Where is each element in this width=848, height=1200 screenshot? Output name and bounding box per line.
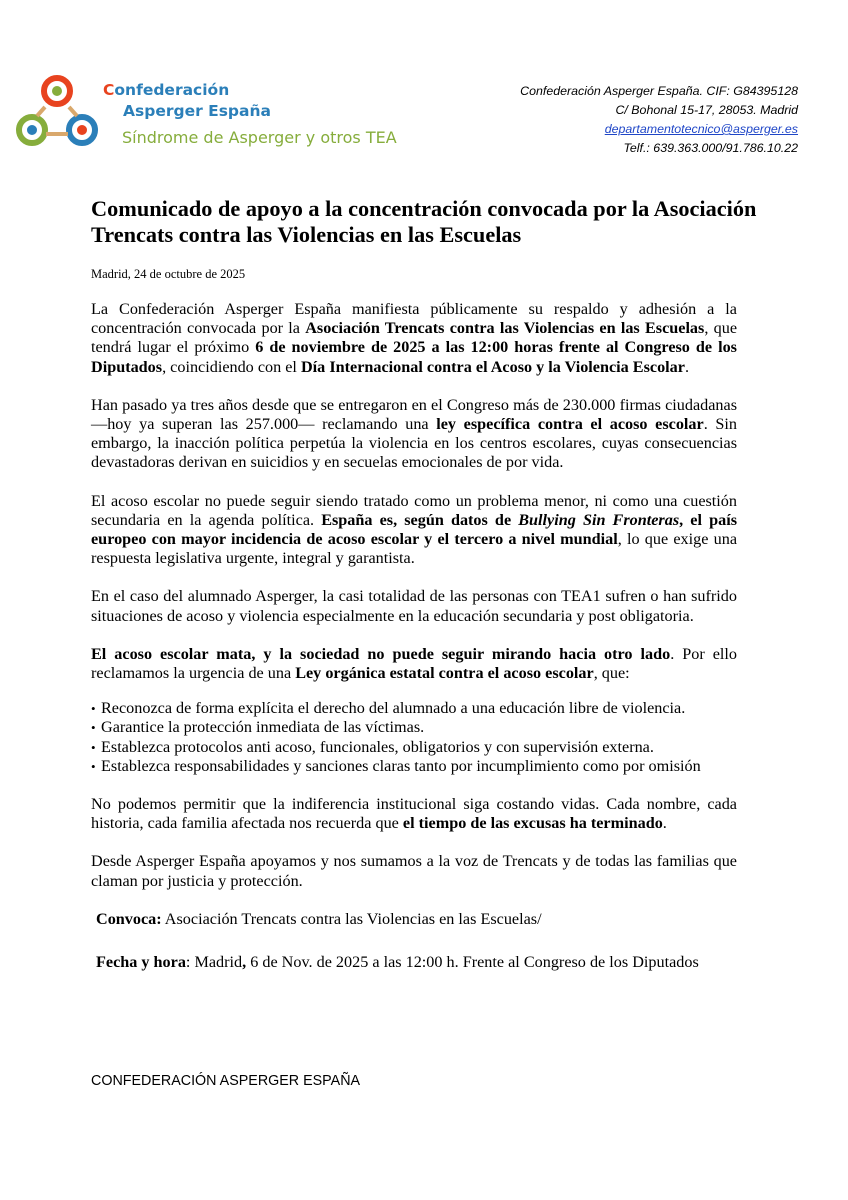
list-item: • Reconozca de forma explícita el derecho del alumnado a una educación libre de violencia. (91, 699, 737, 718)
paragraph-demand: El acoso escolar mata, y la sociedad no puede seguir mirando hacia otro lado. Por ello reclamamos la urgencia de una Ley orgánica estatal contra el acoso escolar, que: (91, 644, 737, 683)
logo-name (103, 80, 271, 122)
paragraph-signatures: Han pasado ya tres años desde que se entregaron en el Congreso más de 230.000 firmas ciudadanas —hoy ya superan las 257.000— reclamando una ley específica contra el acoso escolar. Sin embargo, la inacción política perpetúa la violencia en los centros escolares, cuyas consecuencias devastadoras derivan en suicidios y en secuelas emocionales de por vida. (91, 395, 737, 472)
contact-email-link[interactable]: departamentotecnico@asperger.es (604, 122, 798, 136)
paragraph-support: Desde Asperger España apoyamos y nos sumamos a la voz de Trencats y de todas las familias que claman por justicia y protección. (91, 852, 737, 890)
fecha-line: Fecha y hora: Madrid, 6 de Nov. de 2025 a las 12:00 h. Frente al Congreso de los Diputados (96, 953, 699, 972)
paragraph-bullying-data: El acoso escolar no puede seguir siendo tratado como un problema menor, ni como una cuestión secundaria en la agenda política. España es, según datos de Bullying Sin Fronteras, el país europeo con mayor incidencia de acoso escolar y el tercero a nivel mundial, lo que exige una respuesta legislativa urgente, integral y garantista. (91, 491, 738, 568)
demands-list (91, 699, 737, 776)
logo-name-line2: Asperger España (123, 102, 271, 120)
list-item: • Establezca protocolos anti acoso, funcionales, obligatorios y con supervisión externa. (91, 738, 737, 757)
logo-name-line1: Confederación (103, 81, 230, 99)
list-item: • Garantice la protección inmediata de las víctimas. (91, 718, 737, 737)
document-title: Comunicado de apoyo a la concentración convocada por la Asociación Trencats contra las Violencias en las Escuelas (91, 196, 757, 247)
paragraph-intro: La Confederación Asperger España manifiesta públicamente su respaldo y adhesión a la concentración convocada por la Asociación Trencats contra las Violencias en las Escuelas, que tendrá lugar el próximo 6 de noviembre de 2025 a las 12:00 horas frente al Congreso de los Diputados, coincidiendo con el Día Internacional contra el Acoso y la Violencia Escolar. (91, 300, 738, 376)
contact-block (520, 82, 798, 158)
paragraph-indifference: No podemos permitir que la indiferencia institucional siga costando vidas. Cada nombre, cada historia, cada familia afectada nos recuerda que el tiempo de las excusas ha terminado. (91, 795, 737, 833)
convoca-line: Convoca: Asociación Trencats contra las Violencias en las Escuelas/ (96, 909, 542, 928)
footer-signature: CONFEDERACIÓN ASPERGER ESPAÑA (91, 1073, 361, 1089)
paragraph-asperger: En el caso del alumnado Asperger, la casi totalidad de las personas con TEA1 sufren o han sufrido situaciones de acoso y violencia especialmente en la educación secundaria y post obligatoria. (91, 587, 737, 625)
contact-address: C/ Bohonal 15-17, 28053. Madrid (615, 103, 798, 117)
logo-tagline: Síndrome de Asperger y otros TEA (122, 128, 397, 147)
contact-phone: Telf.: 639.363.000/91.786.10.22 (623, 141, 798, 155)
contact-org-cif: Confederación Asperger España. CIF: G84395128 (520, 84, 798, 98)
document-date: Madrid, 24 de octubre de 2025 (91, 267, 246, 281)
document-body (91, 300, 737, 996)
list-item: • Establezca responsabilidades y sanciones claras tanto por incumplimiento como por omisión (91, 757, 737, 776)
